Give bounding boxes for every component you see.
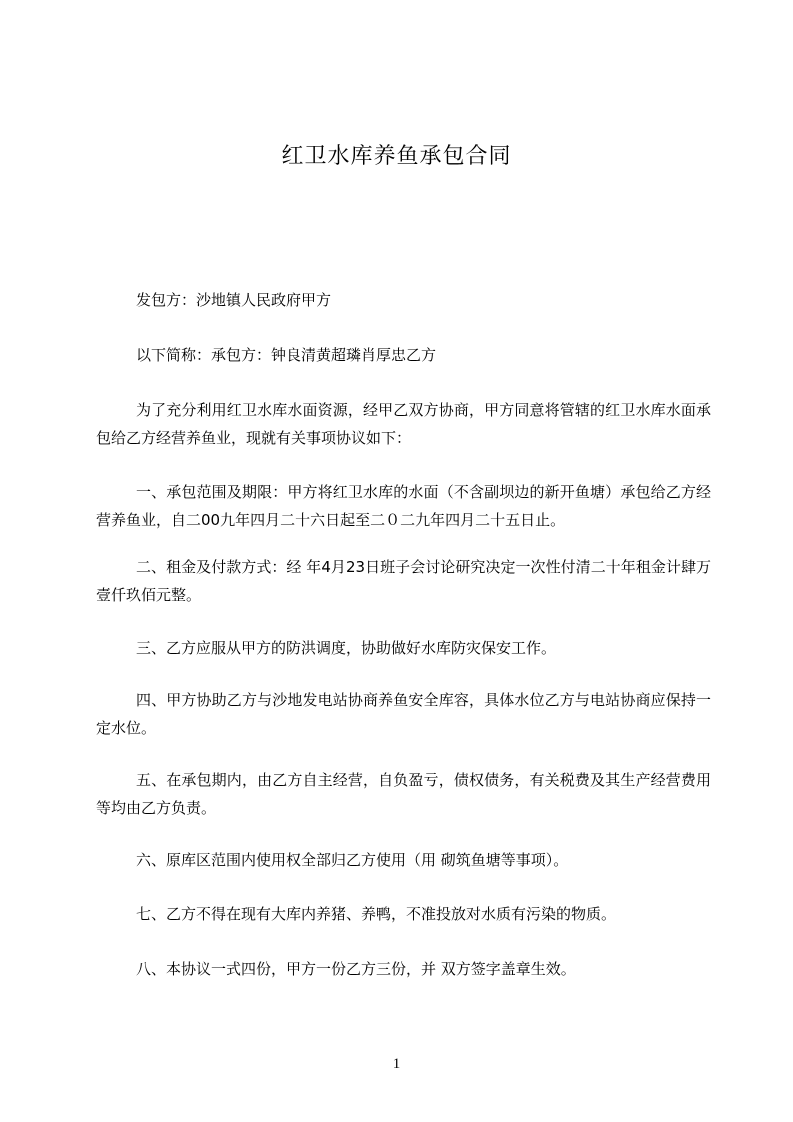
paragraph-clause-8: 八、本协议一式四份，甲方一份乙方三份，并 双方签字盖章生效。	[136, 960, 576, 978]
document-title: 红卫水库养鱼承包合同	[281, 144, 512, 169]
paragraph-clause-6: 六、原库区范围内使用权全部归乙方使用（用 砌筑鱼塘等事项）。	[136, 851, 569, 869]
paragraph-clause-3: 三、乙方应服从甲方的防洪调度，协助做好水库防灾保安工作。	[136, 639, 557, 657]
paragraph-clause-4: 四、甲方协助乙方与沙地发电站协商养鱼安全库容，具体水位乙方与电站协商应保持一定水位。	[96, 691, 711, 737]
paragraph-preamble: 为了充分利用红卫水库水面资源，经甲乙双方协商，甲方同意将管辖的红卫水库水面承包给乙方经营养鱼业，现就有关事项协议如下：	[96, 401, 711, 447]
paragraph-clause-2: 二、租金及付款方式：经 年4月23日班子会讨论研究决定一次性付清二十年租金计肆万壹仟玖佰元整。	[96, 558, 711, 604]
paragraph-clause-5: 五、在承包期内，由乙方自主经营，自负盈亏，债权债务，有关税费及其生产经营费用等均由乙方负责。	[96, 771, 711, 817]
paragraph-contractor: 发包方：沙地镇人民政府甲方	[136, 291, 332, 309]
paragraph-clause-7: 七、乙方不得在现有大库内养猪、养鸭，不准投放对水质有污染的物质。	[136, 905, 617, 923]
page-number: 1	[392, 1056, 401, 1072]
paragraph-contractee: 以下简称：承包方：钟良清黄超璘肖厚忠乙方	[136, 346, 437, 364]
paragraph-clause-1: 一、承包范围及期限：甲方将红卫水库的水面（不含副坝边的新开鱼塘）承包给乙方经营养鱼业，自二00九年四月二十六日起至二０二九年四月二十五日止。	[96, 483, 711, 529]
